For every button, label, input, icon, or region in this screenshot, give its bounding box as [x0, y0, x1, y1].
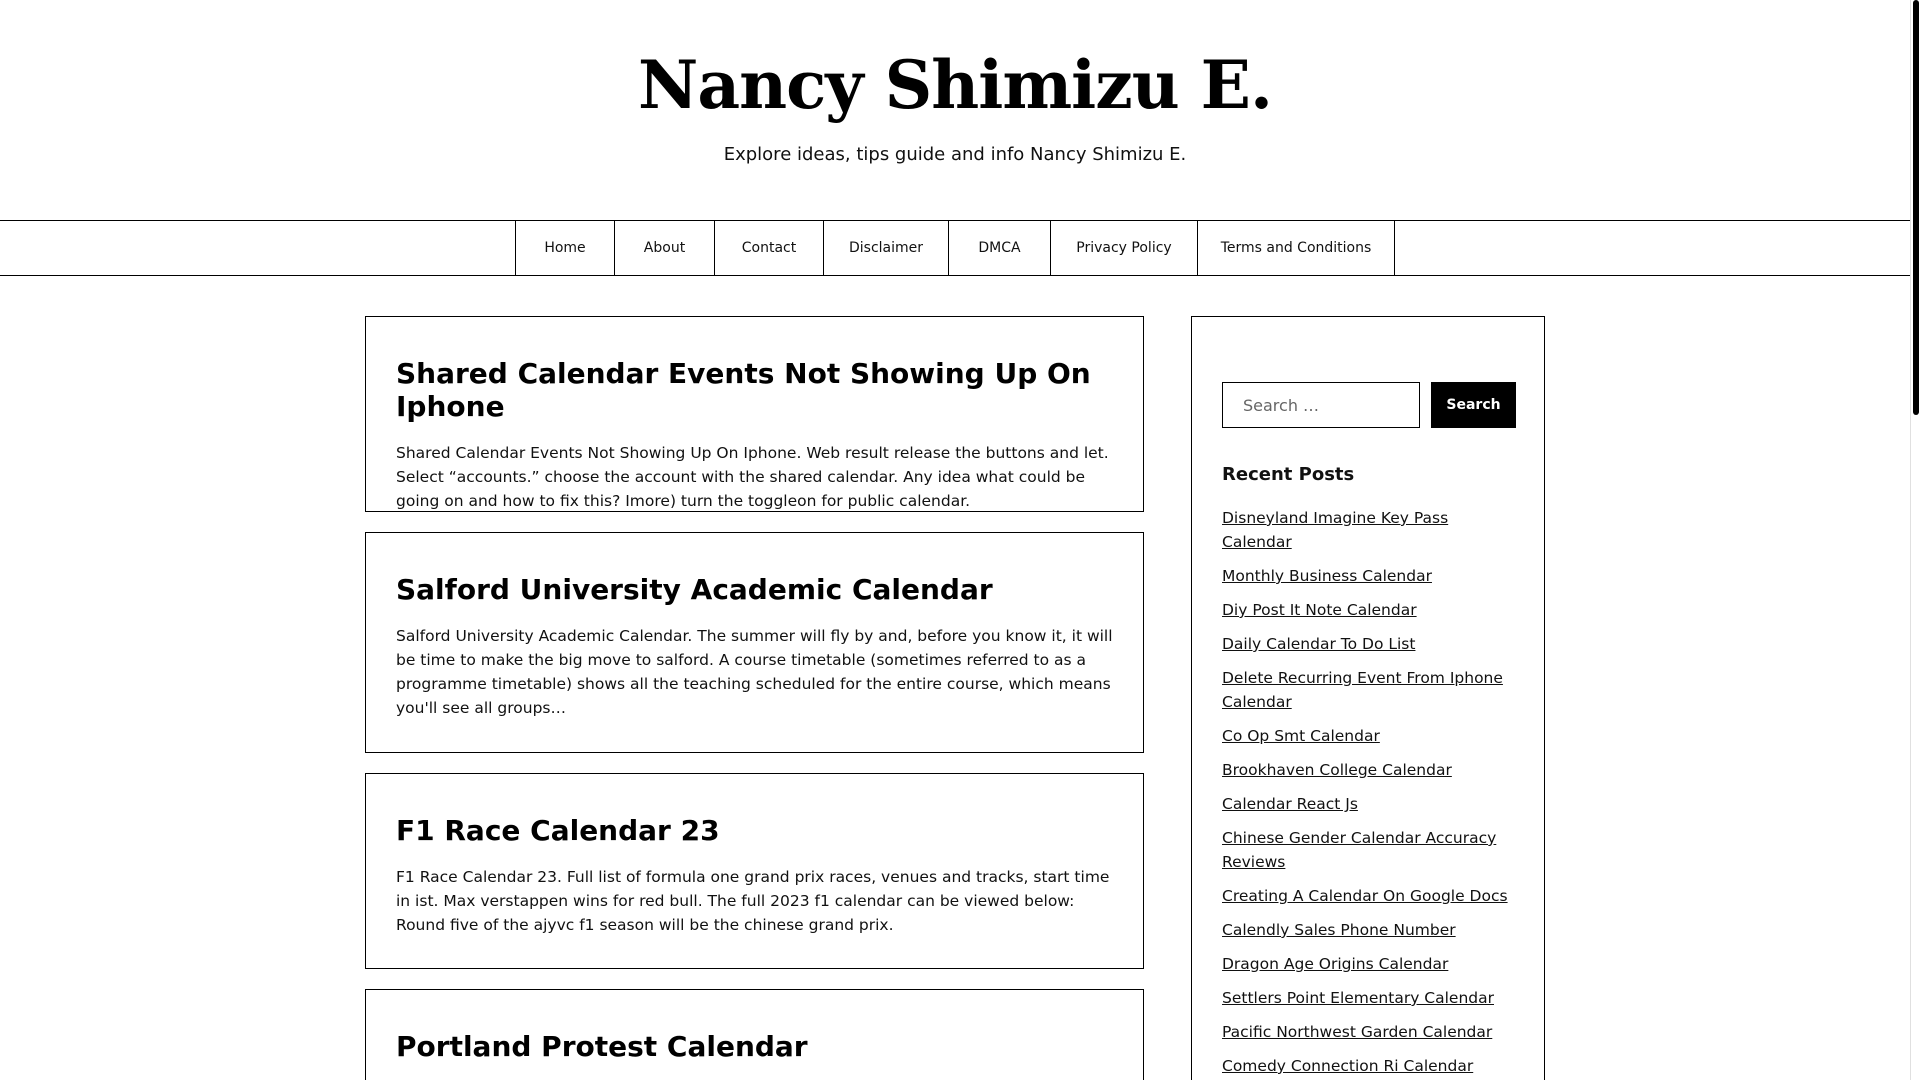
post-excerpt: F1 Race Calendar 23. Full list of formula one grand prix races, venues and tracks, start time in ist. Max verstappen wins for red bull. The full 2023 f1 calendar can be viewed below: Round five of the ajyvc f1 season will be the chinese grand prix. — [396, 868, 1110, 934]
post-excerpt: Salford University Academic Calendar. The summer will fly by and, before you know it, it will be time to make the big move to salford. A course timetable (sometimes referred to as a programme timetable) shows all the teaching scheduled for the entire course, which means you'll see all groups… — [396, 627, 1113, 717]
post-title[interactable]: F1 Race Calendar 23 — [396, 814, 720, 847]
list-item — [1222, 666, 1522, 714]
recent-post-link[interactable]: Calendar React Js — [1222, 795, 1358, 813]
post-card — [365, 773, 1144, 969]
recent-post-link[interactable]: Co Op Smt Calendar — [1222, 727, 1380, 745]
list-item — [1222, 1020, 1522, 1044]
post-card — [365, 989, 1144, 1080]
sidebar — [1191, 316, 1545, 1080]
post-excerpt: Shared Calendar Events Not Showing Up On Iphone. Web result release the buttons and let. Select “accounts.” choose the account with the shared calendar. Any idea what could be going on and how to fix this? Imore) turn the toggleon for public calendar. — [396, 444, 1109, 510]
post-title[interactable]: Portland Protest Calendar — [396, 1030, 808, 1063]
nav-item-about[interactable]: About — [615, 221, 715, 275]
main-nav — [0, 220, 1910, 276]
recent-post-link[interactable]: Creating A Calendar On Google Docs — [1222, 887, 1508, 905]
recent-post-link[interactable]: Disneyland Imagine Key Pass Calendar — [1222, 509, 1449, 551]
list-item — [1222, 758, 1522, 782]
scrollbar-thumb[interactable] — [1913, 0, 1919, 415]
search-form — [1222, 382, 1516, 428]
recent-post-link[interactable]: Brookhaven College Calendar — [1222, 761, 1452, 779]
list-item — [1222, 826, 1522, 874]
list-item — [1222, 986, 1522, 1010]
nav-item-disclaimer[interactable]: Disclaimer — [824, 221, 949, 275]
list-item — [1222, 792, 1522, 816]
nav-item-contact[interactable]: Contact — [715, 221, 824, 275]
recent-post-link[interactable]: Monthly Business Calendar — [1222, 567, 1432, 585]
nav-item-terms-and-conditions[interactable]: Terms and Conditions — [1198, 221, 1395, 275]
post-title[interactable]: Shared Calendar Events Not Showing Up On Iphone — [396, 357, 1091, 423]
recent-post-link[interactable]: Settlers Point Elementary Calendar — [1222, 989, 1494, 1007]
post-card — [365, 532, 1144, 753]
post-title[interactable]: Salford University Academic Calendar — [396, 573, 993, 606]
nav-item-dmca[interactable]: DMCA — [949, 221, 1051, 275]
list-item — [1222, 918, 1522, 942]
site-title[interactable]: Nancy Shimizu E. — [638, 46, 1272, 124]
search-input[interactable] — [1222, 382, 1420, 428]
recent-post-link[interactable]: Diy Post It Note Calendar — [1222, 601, 1417, 619]
list-item — [1222, 506, 1522, 554]
list-item — [1222, 884, 1522, 908]
nav-list — [515, 221, 1395, 275]
recent-post-link[interactable]: Dragon Age Origins Calendar — [1222, 955, 1449, 973]
list-item — [1222, 724, 1522, 748]
nav-item-home[interactable]: Home — [516, 221, 615, 275]
list-item — [1222, 598, 1522, 622]
search-button[interactable]: Search — [1431, 382, 1516, 428]
site-tagline: Explore ideas, tips guide and info Nancy Shimizu E. — [723, 144, 1187, 165]
recent-post-link[interactable]: Pacific Northwest Garden Calendar — [1222, 1023, 1493, 1041]
list-item — [1222, 632, 1522, 656]
recent-post-link[interactable]: Daily Calendar To Do List — [1222, 635, 1416, 653]
recent-post-link[interactable]: Delete Recurring Event From Iphone Calendar — [1222, 669, 1503, 711]
recent-posts-title: Recent Posts — [1222, 464, 1355, 485]
nav-item-privacy-policy[interactable]: Privacy Policy — [1051, 221, 1198, 275]
list-item — [1222, 952, 1522, 976]
post-card — [365, 316, 1144, 512]
recent-posts-list — [1222, 506, 1522, 1080]
recent-post-link[interactable]: Calendly Sales Phone Number — [1222, 921, 1456, 939]
page-scrollbar[interactable] — [1910, 0, 1920, 1080]
recent-post-link[interactable]: Chinese Gender Calendar Accuracy Reviews — [1222, 829, 1497, 871]
list-item — [1222, 1054, 1522, 1078]
recent-post-link[interactable]: Comedy Connection Ri Calendar — [1222, 1057, 1474, 1075]
list-item — [1222, 564, 1522, 588]
